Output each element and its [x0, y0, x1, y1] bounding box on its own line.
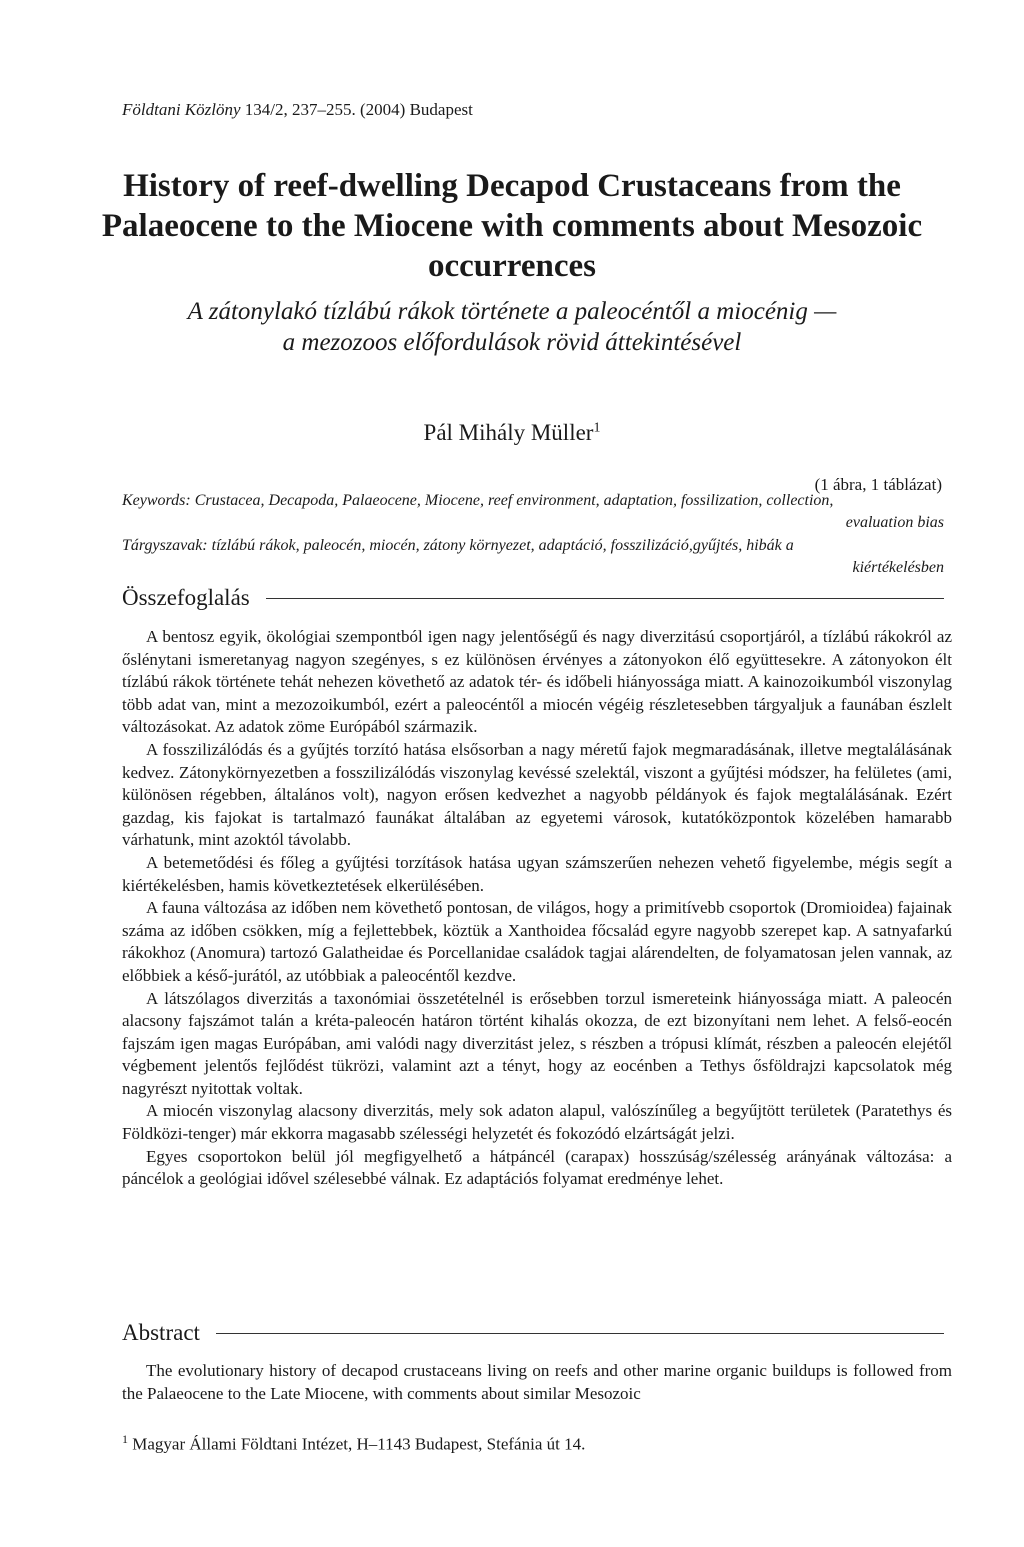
section-heading-osszefoglalas [122, 585, 944, 611]
paragraph: A miocén viszonylag alacsony diverzitás, mely sok adaton alapul, valószínűleg a begyűjtött területek (Paratethys és Földközi-tenger) már ekkorra magasabb szélességi helyzetét és fokozódó elzártságát jelzi. [122, 1101, 952, 1144]
journal-name: Földtani Közlöny [122, 100, 241, 119]
paragraph: A fosszilizálódás és a gyűjtés torzító hatása elsősorban a nagy méretű fajok megmaradásának, illetve megtalálásának kedvez. Zátonykörnyezetben a fosszilizálódás viszonylag kevéssé szelektál, viszont a gyűjtési módszer, ha felületes (ami, különösen régebben, általános volt), nagyon erősen kedvezhet a nagyobb példányok és fajok megtalálásának. Ezért gazdag, kis fajokat is tartalmazó faunákat általában az egyetemi városok, kutatóközpontok közelében hamarabb várhatunk, mint azoktól távolabb. [122, 739, 952, 850]
figures-info: (1 ábra, 1 táblázat) [814, 475, 942, 494]
section-rule [266, 598, 944, 599]
paragraph: A betemetődési és főleg a gyűjtési torzítások hatása ugyan számszerűen nehezen vehető figyelembe, mégis segít a kiértékelésben, hamis következtetések elkerülésében. [122, 852, 952, 895]
footnote-text: Magyar Állami Földtani Intézet, H–1143 Budapest, Stefánia út 14. [132, 1434, 586, 1454]
targyszavak-line: Tárgyszavak: tízlábú rákok, paleocén, miocén, zátony környezet, adaptáció, fosszilizáció,gyűjtés, hibák a [122, 537, 794, 554]
subtitle-line-1: A zátonylakó tízlábú rákok története a paleocéntől a miocénig — [187, 298, 837, 325]
osszefoglalas-text [122, 626, 952, 1191]
journal-ref: 134/2, 237–255. (2004) Budapest [244, 100, 473, 119]
footnote [122, 1432, 585, 1455]
section-title: Összefoglalás [122, 585, 250, 610]
targyszavak [122, 535, 944, 579]
paragraph: A bentosz egyik, ökológiai szempontból igen nagy jelentőségű és nagy diverzitású csoportjáról, a tízlábú rákokról az őslénytani ismeretanyag nagyon szegényes, s ez különösen érvényes a zátonyokon élő együttesekre. A zátonyokon élt tízlábú rákok története tehát nehezen követhető az adatok tér- és időbeli hiányossága miatt. A kainozoikumból viszonylag több adat van, mint a mezozoikumból, ezért a paleocéntől a miocén végéig részletesebben tárgyaljuk a faunában észlelt változásokat. Az adatok zöme Európából származik. [122, 627, 952, 737]
targyszavak-tail: kiértékelésben [852, 559, 944, 576]
keywords-tail: evaluation bias [845, 514, 944, 531]
paragraph: The evolutionary history of decapod crustaceans living on reefs and other marine organic buildups is followed from the Palaeocene to the Late Miocene, with comments about similar Mesozoic [122, 1361, 952, 1403]
author [0, 420, 1024, 446]
section-title: Abstract [122, 1320, 200, 1345]
paragraph: Egyes csoportokon belül jól megfigyelhető a hátpáncél (carapax) hosszúság/szélesség arányának változása: a páncélok a geológiai idővel szélesebbé válnak. Ez adaptációs folyamat eredménye lehet. [122, 1146, 952, 1189]
journal-citation [122, 100, 473, 120]
section-rule [216, 1333, 944, 1334]
author-footnote-mark: 1 [593, 420, 601, 436]
footnote-mark: 1 [122, 1432, 128, 1446]
paper-subtitle [100, 296, 924, 358]
paragraph: A fauna változása az időben nem követhető pontosan, de világos, hogy a primitívebb csoportok (Dromioidea) fajainak száma az időben csökken, míg a fejlettebbek, köztük a Xanthoidea főcsalád egyre nagyobb szerepet kap. A satnyafarkú rákokhoz (Anomura) tartozó Galatheidae és Porcellanidae családok tagjai alárendelten, de folyamatosan jelen vannak, az előbbiek a késő-jurától, az utóbbiak a paleocéntől kezdve. [122, 898, 952, 985]
paragraph: A látszólagos diverzitás a taxonómiai összetételnél is erősebben torzul ismereteink hiányossága miatt. A paleocén alacsony fajszámot talán a kréta-paleocén határon történt kihalás okozza, de ezt bizonyítani nem lehet. A felső-eocén fajszám igen magas Európában, ami valódi nagy diverzitást jelez, s részben a trópusi klímát, részben a paleocén elejétől végbement jelentős fejlődést tükrözi, valamint azt a tényt, hogy az eocénben a Tethys ősföldrajzi kapcsolatok még nagyrészt nyitottak voltak. [122, 988, 952, 1098]
abstract-text [122, 1360, 952, 1405]
keywords-line: Keywords: Crustacea, Decapoda, Palaeocene, Miocene, reef environment, adaptation, fossilization, collection, [122, 492, 834, 509]
keywords [122, 490, 944, 534]
author-name: Pál Mihály Müller [423, 420, 594, 445]
subtitle-line-2: a mezozoos előfordulások rövid áttekintésével [282, 329, 742, 356]
section-heading-abstract [122, 1320, 944, 1346]
paper-title: History of reef-dwelling Decapod Crustaceans from the Palaeocene to the Miocene with comments about Mesozoic occurrences [101, 168, 923, 284]
